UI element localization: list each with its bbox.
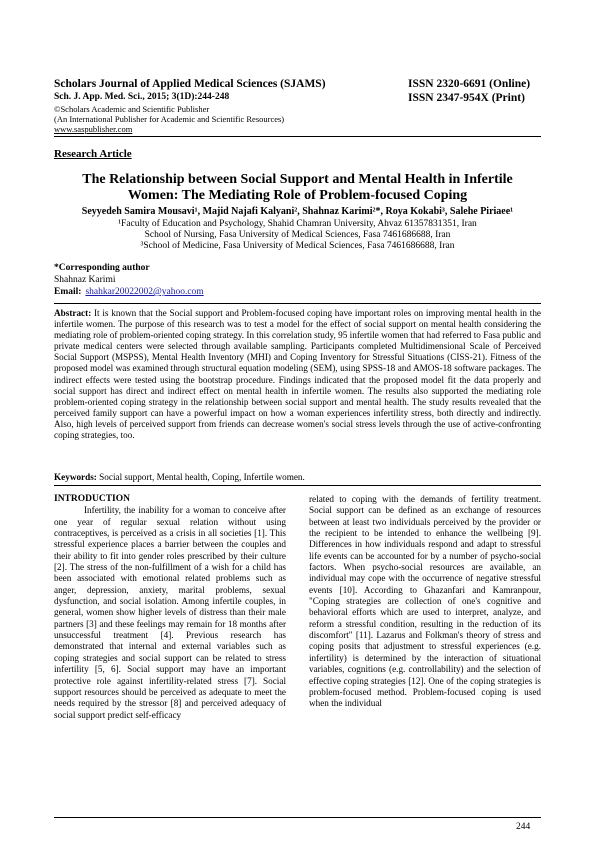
publisher-website-link[interactable]: www.saspublisher.com <box>54 124 133 134</box>
keywords-label: Keywords: <box>54 472 97 482</box>
corresponding-author-label: *Corresponding author <box>54 263 150 273</box>
affiliation-2: School of Nursing, Fasa University of Medical Sciences, Fasa 7461686688, Iran <box>144 230 451 240</box>
keywords-bottom-rule <box>54 485 541 486</box>
publisher-description: (An International Publisher for Academic and Scientific Resources) <box>54 114 285 124</box>
abstract-top-rule <box>54 303 541 304</box>
paper-title-line-2: Women: The Mediating Role of Problem-focused Coping <box>127 188 468 203</box>
abstract <box>54 308 541 441</box>
author-list: Seyyedeh Samira Mousavi¹, Majid Najafi Kalyani², Shahnaz Karimi²*, Roya Kokabi³, Salehe Piriaee¹ <box>81 206 514 217</box>
corresponding-author-name: Shahnaz Karimi <box>54 275 116 285</box>
left-column <box>54 494 286 721</box>
abstract-text: It is known that the Social support and Problem-focused coping have important roles on improving mental health in the infertile women. The purpose of this research was to test a model for the effect of social support on mental health considering the mediating role of problem-oriented coping strategy. In this correlation study, 95 infertile women that had referred to Fasa public and private medical centers were selected through available sampling. Participants completed Multidimensional Scale of Perceived Social Support (MSPSS), Mental Health Inventory (MHI) and Coping Inventory for Stressful Situations (CISS-21). Fitness of the proposed model was examined through structural equation modeling (SEM), using SPSS-18 and AMOS-18 software packages. The indirect effects were tested using the bootstrap procedure. Findings indicated that the proposed model fit the data properly and social support has direct and indirect effect on mental health in infertile women. The results also supported the mediating role problem-oriented coping strategy in the relationship between social support and mental health. The study results revealed that the perceived family support can have a powerful impact on how a woman experiences infertility stress, both directly and indirectly. Also, high levels of perceived support from friends can decrease women's social stress levels through the use of active-confronting coping strategies, too. <box>54 308 541 441</box>
citation-reference: Sch. J. App. Med. Sci., 2015; 3(1D):244-248 <box>54 92 230 102</box>
paper-title <box>54 172 541 204</box>
right-column <box>309 494 541 710</box>
email-label: Email: <box>54 287 82 297</box>
keywords <box>54 472 541 482</box>
email-link[interactable]: shahkar20022002@yahoo.com <box>85 287 204 297</box>
left-column-text: Infertility, the inability for a woman to conceive after one year of regular sexual relation without using contraceptives, is perceived as a crisis in all societies [1]. This stressful experience places a barrier between the couples and their ability to fit into gender roles prescribed by their culture [2]. The stress of the non-fulfillment of a wish for a child has been associated with emotional related problems such as anger, depression, anxiety, marital problems, sexual dysfunction, and social isolation. Among infertile couples, in general, women show higher levels of distress than their male partners [3] and these feelings may remain for 18 months after unsuccessful treatment [4]. Previous research has demonstrated that internal and external variables such as coping strategies and social support can be related to stress infertility [5, 6]. Social support may have an important protective role against infertility-related stress [7]. Social support resources should be perceived as adequate to meet the needs required by the stressor [8] and perceived adequacy of social support predict self-efficacy <box>54 505 286 720</box>
right-column-text: related to coping with the demands of fertility treatment. Social support can be defined as an exchange of resources between at least two individuals perceived by the provider or the recipient to be intended to enhance the wellbeing [9]. Differences in how individuals respond and adapt to stressful life events can be accounted for by a number of psycho-social factors. When psycho-social resources are available, an individual may cope with the occurrence of negative stressful events [10]. According to Ghazanfari and Kamranpour, "Coping strategies are collection of one's cognitive and behavioral efforts which are used to interpret, analyze, and reform a stressful condition, resulting in the reduction of its discomfort" [11]. Lazarus and Folkman's theory of stress and coping posits that adjustment to stressful experiences (e.g. infertility) is determined by the interaction of situational variables, cognitions (e.g. controllability) and the selection of effective coping strategies [12]. One of the coping strategies is problem-focused method. Problem-focused coping is used when the individual <box>309 494 541 709</box>
article-type: Research Article <box>54 148 132 160</box>
affiliation-1: ¹Faculty of Education and Psychology, Shahid Chamran University, Ahvaz 61357831351, Iran <box>118 219 477 229</box>
keywords-text: Social support, Mental health, Coping, Infertile women. <box>99 472 305 482</box>
header-divider <box>54 136 541 137</box>
publisher-line: ©Scholars Academic and Scientific Publisher <box>54 104 210 114</box>
abstract-label: Abstract: <box>54 308 92 318</box>
introduction-heading: INTRODUCTION <box>54 494 131 504</box>
journal-title: Scholars Journal of Applied Medical Sciences (SJAMS) <box>54 78 326 90</box>
footer-divider <box>54 817 541 818</box>
page-number: 244 <box>516 822 531 832</box>
issn-print: ISSN 2347-954X (Print) <box>408 92 525 104</box>
issn-online: ISSN 2320-6691 (Online) <box>408 78 531 90</box>
email-row <box>54 287 204 297</box>
affiliation-3: ³School of Medicine, Fasa University of Medical Sciences, Fasa 7461686688, Iran <box>140 241 455 251</box>
paper-title-line-1: The Relationship between Social Support and Mental Health in Infertile <box>82 172 513 187</box>
